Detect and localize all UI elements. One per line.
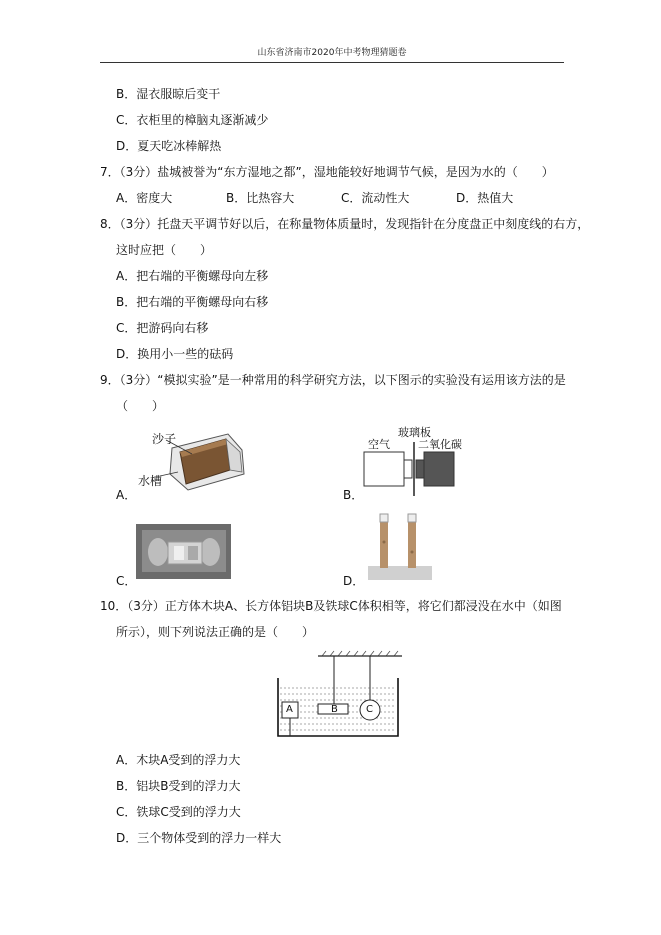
q10-option-d: D．三个物体受到的浮力一样大 (116, 831, 282, 845)
q8-option-b: B．把右端的平衡螺母向右移 (116, 295, 269, 309)
q9-option-a-label: A． (116, 488, 137, 502)
q9-option-b-label: B． (343, 488, 364, 502)
q7-option-a: A．密度大 (116, 191, 173, 205)
page-header: 山东省济南市2020年中考物理猜题卷 (100, 46, 564, 63)
q8-option-a: A．把右端的平衡螺母向左移 (116, 269, 269, 283)
q8-stem-line2: 这时应把（ ） (116, 243, 213, 257)
q9-option-c-label: C． (116, 574, 137, 588)
q6-option-c: C．衣柜里的樟脑丸逐渐减少 (116, 113, 269, 127)
q10-option-a: A．木块A受到的浮力大 (116, 753, 241, 767)
q8-option-d: D．换用小一些的砝码 (116, 347, 234, 361)
q10-fig-b-label: B (331, 704, 338, 715)
q7-option-c: C．流动性大 (341, 191, 410, 205)
q9-figure-c-photo (136, 524, 231, 579)
q7-option-b: B．比热容大 (226, 191, 295, 205)
q9-fig-b-air-label: 空气 (368, 438, 390, 451)
q9-stem-line1: 9．（3分）“模拟实验”是一种常用的科学研究方法，以下图示的实验没有运用该方法的是 (100, 373, 566, 387)
q8-option-c: C．把游码向右移 (116, 321, 209, 335)
q6-option-b: B．湿衣服晾后变干 (116, 87, 221, 101)
q7-stem: 7．（3分）盐城被誉为“东方湿地之都”，湿地能较好地调节气候，是因为水的（ ） (100, 165, 554, 179)
q10-fig-c-label: C (366, 704, 373, 715)
q9-figure-d-tubes (368, 512, 432, 580)
q8-stem-line1: 8．（3分）托盘天平调节好以后，在称量物体质量时，发现指针在分度盘正中刻度线的右方， (100, 217, 590, 231)
q7-option-d: D．热值大 (456, 191, 514, 205)
q6-option-d: D．夏天吃冰棒解热 (116, 139, 222, 153)
q9-fig-b-co2-label: 二氧化碳 (418, 438, 462, 451)
q9-option-d-label: D． (343, 574, 365, 588)
q10-stem-line1: 10．（3分）正方体木块A、长方体铝块B及铁球C体积相等，将它们都浸没在水中（如图 (100, 599, 562, 613)
q10-option-b: B．铝块B受到的浮力大 (116, 779, 241, 793)
q9-fig-b-glass-label: 玻璃板 (398, 426, 431, 439)
q10-option-c: C．铁球C受到的浮力大 (116, 805, 241, 819)
q10-fig-a-label: A (286, 704, 293, 715)
q9-fig-a-sand-label: 沙子 (152, 432, 177, 446)
q10-stem-line2: 所示），则下列说法正确的是（ ） (116, 625, 315, 639)
q10-figure-water-tank (274, 648, 408, 740)
q9-stem-line2: （ ） (116, 399, 165, 413)
q9-fig-a-tank-label: 水槽 (138, 474, 163, 488)
